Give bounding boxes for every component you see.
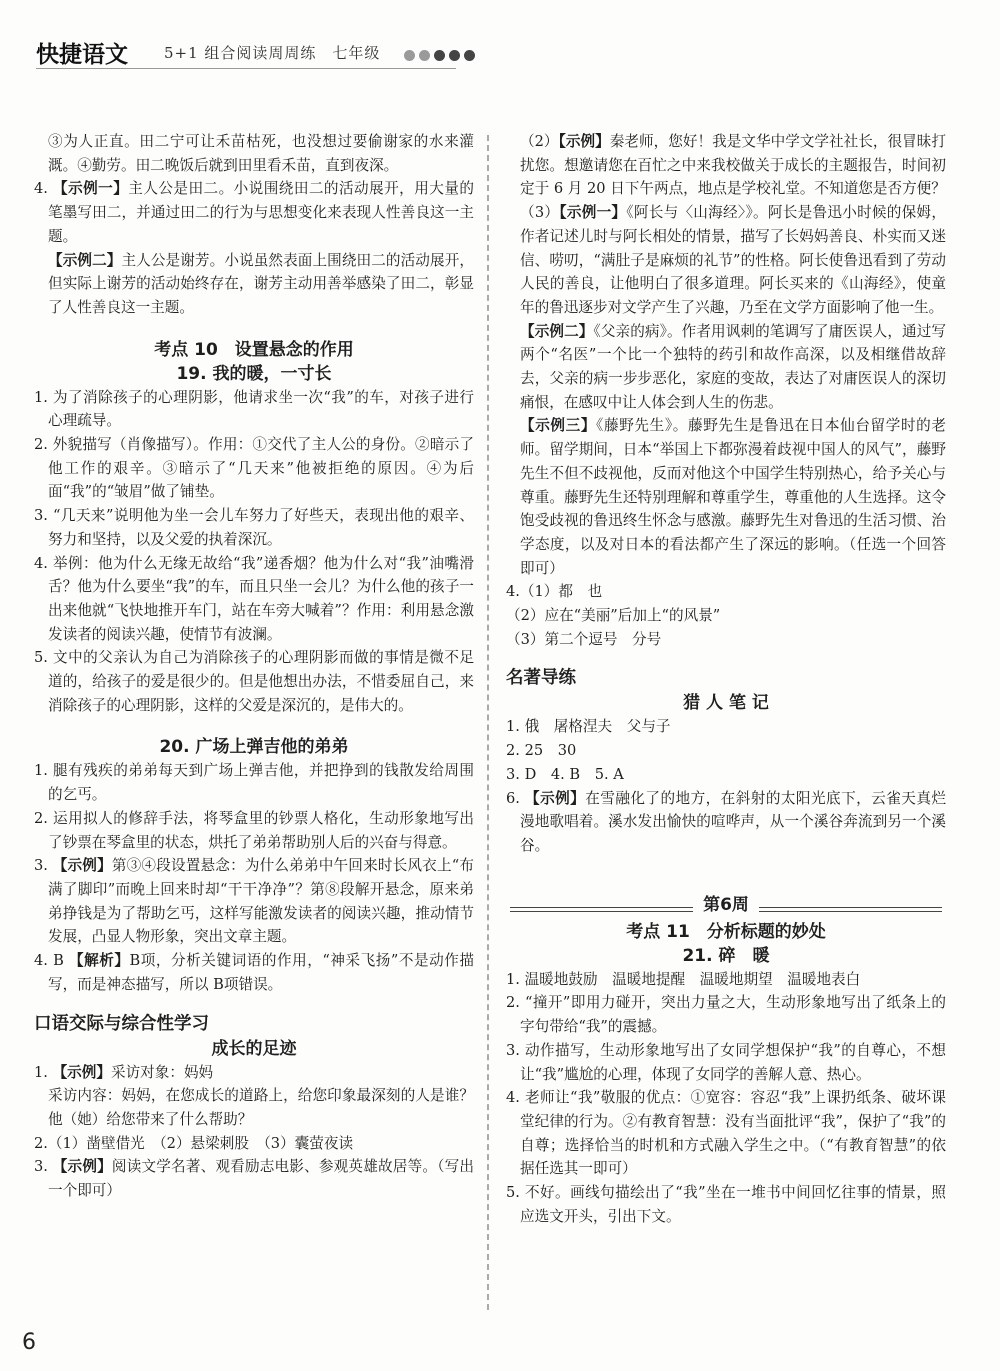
answer-item: 4. B 【解析】B项，分析关键词语的作用，“神采飞扬”不是动作描写，而是神态描写，所以 B项错误。: [34, 952, 474, 993]
week-banner: [506, 894, 946, 920]
answer-item: 6. 【示例】在雪融化了的地方，在斜射的太阳光底下，云雀天真烂漫地歌唱着。溪水发出愉快的喧哗声，从一个溪谷奔流到另一个溪谷。: [506, 789, 946, 854]
answer-text: 《藤野先生》。藤野先生是鲁迅在日本仙台留学时的老师。留学期间，日本“举国上下都弥漫着歧视中国人的风气”，藤野先生不但不歧视他，反而对他这个中国学生特别热心，给予关心与尊重。藤野先生还特别理解和尊重学生，尊重他的人生选择。这令饱受歧视的鲁迅终生怀念与感激。藤野先生对鲁迅的生活习惯、治学态度，以及对日本的看法都产生了深远的影响。（任选一个回答即可）: [520, 417, 946, 577]
label: 【示例】: [525, 789, 586, 807]
answer-text: 《阿长与〈山海经〉》。阿长是鲁迅小时候的保姆，作者记述儿时与阿长相处的情景，描写了长妈妈善良、朴实而又迷信、唠叨，“满肚子是麻烦的礼节”的性格。阿长使鲁迅看到了劳动人民的善良，让他明白了很多道理。阿长买来的《山海经》，使童年的鲁迅逐步对文学产生了兴趣，乃至在文学方面影响了他一生。: [520, 204, 946, 316]
answer-text: 《父亲的病》。作者用讽刺的笔调写了庸医误人，通过写两个“名医”一个比一个独特的药引和故作高深，以及相继借故辞去，父亲的病一步步恶化，家庭的变故，表达了对庸医误人的深切痛恨，在感叹中让人体会到人生的伤悲。: [520, 322, 946, 411]
label: 【解析】: [69, 952, 130, 970]
label: 【示例二】: [520, 322, 594, 340]
book-subtitle: 5+1 组合阅读周周练 七年级: [164, 44, 381, 62]
section-title: 名著导练: [506, 668, 576, 689]
article-title: 21. 碎 暖: [682, 945, 770, 966]
answer-item: 2.（1）凿壁借光 （2）悬梁刺股 （3）囊萤夜读: [34, 1134, 354, 1152]
column-divider: [487, 135, 489, 1310]
label: 【示例】: [52, 1158, 112, 1176]
answer-item: [34, 249, 474, 320]
label: 【示例】: [558, 133, 610, 150]
answer-text: 采访对象：妈妈: [110, 1063, 214, 1081]
answer-item: 2. “撞开”即用力碰开，突出力量之大，生动形象地写出了纸条上的字句带给“我”的震撼。: [506, 994, 946, 1036]
answer-item: 5. 文中的父亲认为自己为消除孩子的心理阴影而做的事情是微不足道的，给孩子的爱是很少的。但是他想出办法，不惜委屈自己，来消除孩子的心理阴影，这样的父爱是深沉的，是伟大的。: [34, 649, 474, 714]
dot-icon: [464, 50, 475, 61]
answer-item: （3）第二个逗号 分号: [506, 630, 662, 648]
article-title: 19. 我的暖，一寸长: [176, 363, 332, 384]
section-title: 口语交际与综合性学习: [34, 1013, 209, 1034]
answer-item: 2. 25 30: [506, 742, 577, 760]
dot-icon: [449, 50, 460, 61]
answer-text: 采访内容：妈妈，在您成长的道路上，给您印象最深刻的人是谁？他（她）给您带来了什么帮助？: [48, 1087, 474, 1128]
answer-item: 3. 动作描写，生动形象地写出了女同学想保护“我”的自尊心，不想让“我”尴尬的心理，体现了女同学的善解人意、热心。: [506, 1041, 946, 1083]
dot-icon: [404, 50, 415, 61]
article-title: 猎 人 笔 记: [683, 693, 769, 714]
section-heading: 考点 10 设置悬念的作用: [154, 339, 354, 360]
answer-item: 3. 【示例】阅读文学名著、观看励志电影、参观英雄故居等。（写出一个即可）: [34, 1158, 474, 1200]
label: 【示例二】: [48, 251, 122, 269]
answer-item: 1. 腿有残疾的弟弟每天到广场上弹吉他，并把挣到的钱散发给周围的乞丐。: [34, 762, 474, 804]
answer-text: 第③④段设置悬念：为什么弟弟中午回来时长风衣上“布满了脚印”而晚上回来时却“干干净净”？第⑧段解开悬念，原来弟弟挣钱是为了帮助乞丐，这样写能激发读者的阅读兴趣，推动情节发展，凸显人物形象，突出文章主题。: [48, 857, 474, 946]
rating-dots-icon: [404, 46, 479, 65]
right-column: [506, 130, 946, 1228]
label: 【示例一】: [559, 204, 627, 222]
answer-item: 2. 运用拟人的修辞手法，将琴盒里的钞票人格化，生动形象地写出了钞票在琴盒里的状态，烘托了弟弟帮助别人后的兴奋与得意。: [34, 809, 474, 851]
answer-text: ③为人正直。田二宁可让禾苗枯死，也没想过要偷谢家的水来灌溉。④勤劳。田二晚饭后就到田里看禾苗，直到夜深。: [48, 133, 474, 174]
label: 【示例】: [52, 857, 112, 875]
answer-item: 3. 【示例】第③④段设置悬念：为什么弟弟中午回来时长风衣上“布满了脚印”而晚上回来时却“干干净净”？第⑧段解开悬念，原来弟弟挣钱是为了帮助乞丐，这样写能激发读者的阅读兴趣，推动情节发展，凸显人物形象，突出文章主题。: [34, 857, 474, 946]
answer-item: 4.（1）都 也: [506, 583, 603, 601]
answer-item: 2. 外貌描写（肖像描写）。作用：①交代了主人公的身份。②暗示了他工作的艰辛。③暗示了“几天来”他被拒绝的原因。④为后面“我”的“皱眉”做了铺垫。: [34, 436, 474, 501]
label: 【示例】: [52, 1063, 111, 1081]
answer-item: （3）【示例一】《阿长与〈山海经〉》。阿长是鲁迅小时候的保姆，作者记述儿时与阿长相处的情景，描写了长妈妈善良、朴实而又迷信、唠叨，“满肚子是麻烦的礼节”的性格。阿长使鲁迅看到了劳动人民的善良，让他明白了很多道理。阿长买来的《山海经》，使童年的鲁迅逐步对文学产生了兴趣，乃至在文学方面影响了他一生。: [520, 204, 946, 316]
label: 【示例三】: [520, 417, 597, 435]
left-column: [34, 130, 474, 1203]
header-rule: [36, 68, 456, 69]
week-title: 第6周: [693, 895, 759, 915]
answer-text: 主人公是田二。小说围绕田二的活动展开，用大量的笔墨写田二，并通过田二的行为与思想变化来表现人性善良这一主题。: [48, 180, 474, 245]
answer-text: 主人公是谢芳。小说虽然表面上围绕田二的活动展开，但实际上谢芳的活动始终存在，谢芳主动用善举感染了田二，彰显了人性善良这一主题。: [48, 251, 474, 316]
page-number: 6: [22, 1330, 36, 1355]
answer-text: 阅读文学名著、观看励志电影、参观英雄故居等。（写出一个即可）: [48, 1158, 474, 1200]
answer-item: 5. 不好。画线句描绘出了“我”坐在一堆书中间回忆往事的情景，照应选文开头，引出下文。: [506, 1184, 946, 1225]
answer-item: （2）应在“美丽”后加上“的风景”: [506, 607, 721, 625]
section-heading: 考点 11 分析标题的妙处: [626, 921, 826, 942]
answer-item: 3. D 4. B 5. A: [506, 765, 624, 783]
answer-item: （2）【示例】秦老师，您好！我是文华中学文学社社长，很冒昧打扰您。想邀请您在百忙之中来我校做关于成长的主题报告，时间初定于 6 月 20 日下午两点，地点是学校礼堂。不知道您是否方便？: [520, 133, 946, 198]
article-title: 成长的足迹: [211, 1038, 297, 1059]
article-title: 20. 广场上弹吉他的弟弟: [159, 737, 349, 758]
brand-title: 快捷语文: [36, 42, 128, 68]
answer-item: 1. 温暖地鼓励 温暖地提醒 温暖地期望 温暖地表白: [506, 970, 861, 988]
label: 【示例一】: [53, 180, 129, 198]
answer-text: B项，分析关键词语的作用，“神采飞扬”不是动作描写，而是神态描写，所以 B项错误。: [48, 952, 474, 993]
answer-item: [506, 414, 946, 580]
answer-item: 4. 【示例一】主人公是田二。小说围绕田二的活动展开，用大量的笔墨写田二，并通过田二的行为与思想变化来表现人性善良这一主题。: [34, 180, 474, 245]
answer-item: 3. “几天来”说明他为坐一会儿车努力了好些天，表现出他的艰辛、努力和坚持，以及父爱的执着深沉。: [34, 507, 474, 548]
answer-item: 1. 【示例】采访对象：妈妈: [34, 1063, 214, 1081]
answer-text: 秦老师，您好！我是文华中学文学社社长，很冒昧打扰您。想邀请您在百忙之中来我校做关于成长的主题报告，时间初定于 6 月 20 日下午两点，地点是学校礼堂。不知道您是否方便？: [520, 133, 946, 198]
answer-item: [506, 320, 946, 415]
answer-item: 4. 老师让“我”敬服的优点：①宽容：容忍“我”上课扔纸条、破坏课堂纪律的行为。②有教育智慧：没有当面批评“我”，保护了“我”的自尊；选择恰当的时机和方式融入学生之中。（“有教育智慧”的依据任选其一即可）: [506, 1089, 946, 1178]
answer-item: 1. 为了消除孩子的心理阴影，他请求坐一次“我”的车，对孩子进行心理疏导。: [34, 388, 474, 430]
dot-icon: [419, 50, 430, 61]
dot-icon: [434, 50, 445, 61]
answer-text: 在雪融化了的地方，在斜射的太阳光底下，云雀天真烂漫地歌唱着。溪水发出愉快的喧哗声，从一个溪谷奔流到另一个溪谷。: [520, 789, 946, 854]
answer-item: 1. 俄 屠格涅夫 父与子: [506, 718, 671, 736]
answer-item: 4. 举例：他为什么无缘无故给“我”递香烟？他为什么对“我”油嘴滑舌？他为什么要坐“我”的车，而且只坐一会儿？为什么他的孩子一出来他就“飞快地推开车门，站在车旁大喊着”？作用：利用悬念激发读者的阅读兴趣，使情节有波澜。: [34, 554, 474, 643]
page-header: [36, 30, 956, 74]
